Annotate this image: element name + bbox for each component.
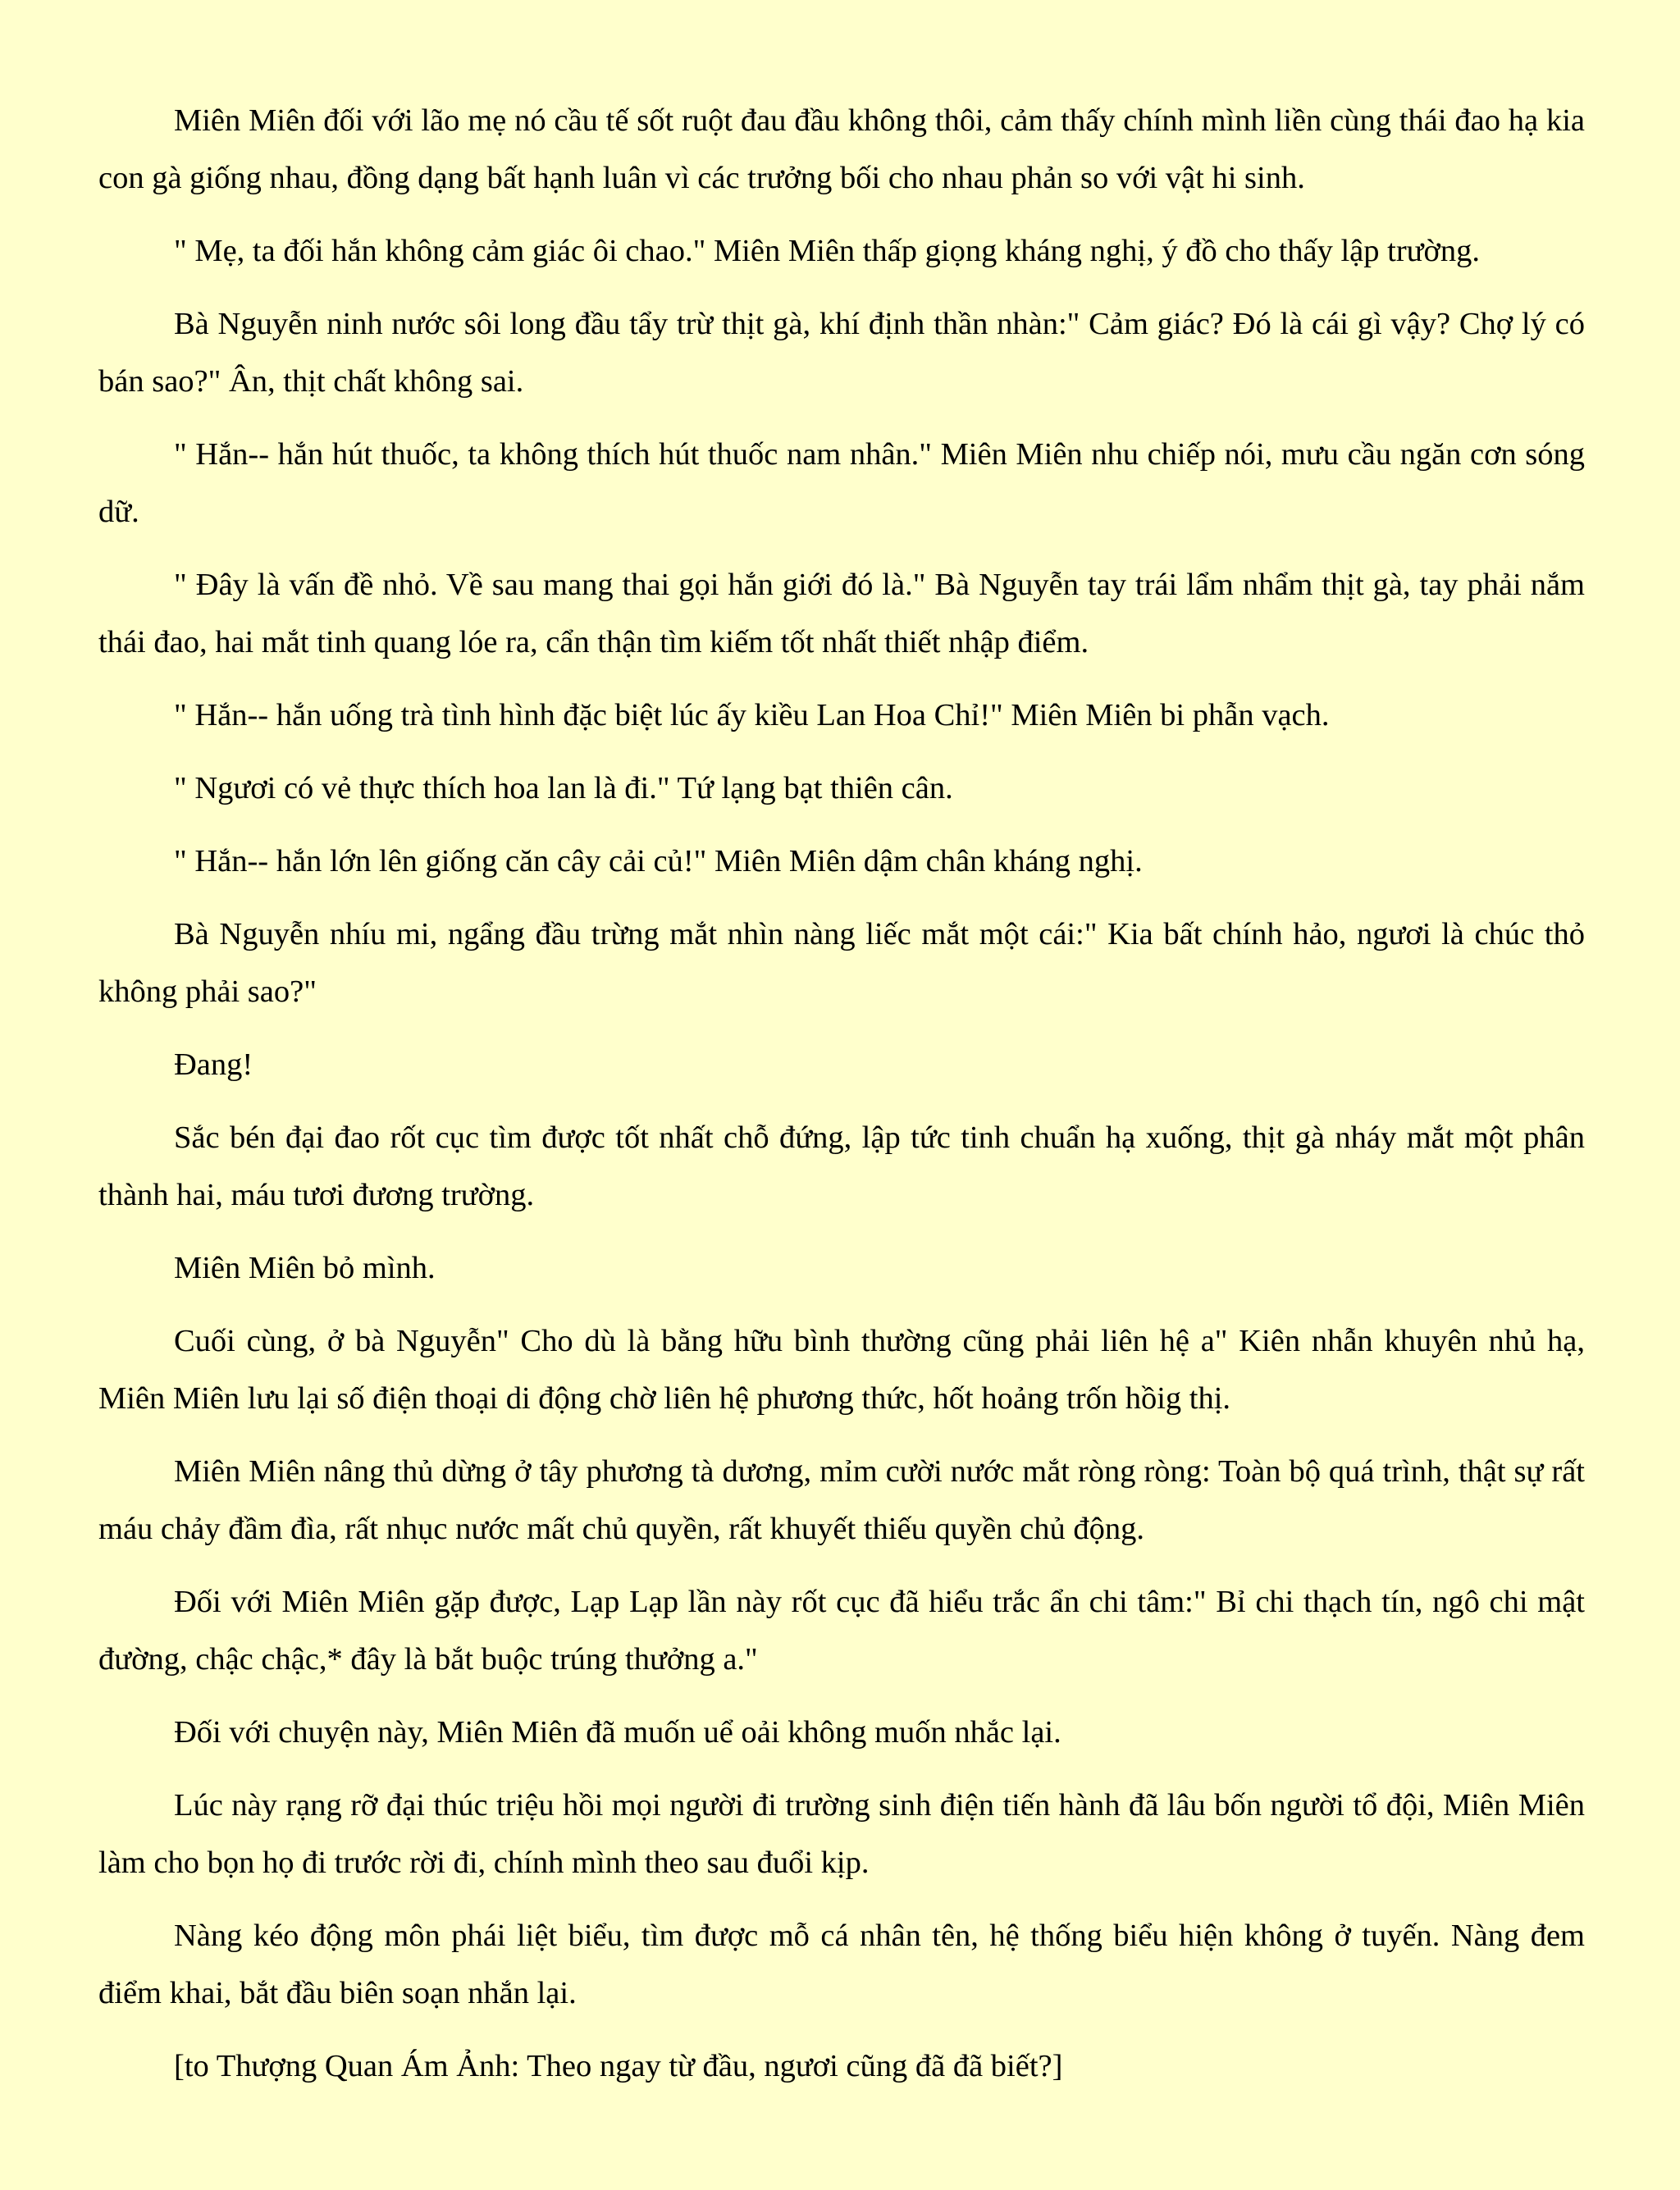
paragraph-19: [to Thượng Quan Ám Ảnh: Theo ngay từ đầu, ngươi cũng đã đã biết?] — [174, 2049, 1063, 2083]
paragraph-17: Lúc này rạng rỡ đại thúc triệu hồi mọi người đi trường sinh điện tiến hành đã lâu bốn người tổ đội, Miên Miên làm cho bọn họ đi trước rời đi, chính mình theo sau đuổi kịp. — [98, 1788, 1585, 1880]
paragraph-12: Miên Miên bỏ mình. — [174, 1251, 436, 1285]
paragraph-4: " Hắn-- hắn hút thuốc, ta không thích hút thuốc nam nhân." Miên Miên nhu chiếp nói, mưu cầu ngăn cơn sóng dữ. — [98, 437, 1585, 529]
paragraph-13: Cuối cùng, ở bà Nguyễn" Cho dù là bằng hữu bình thường cũng phải liên hệ a" Kiên nhẫn khuyên nhủ hạ, Miên Miên lưu lại số điện thoại di động chờ liên hệ phương thức, hốt hoảng trốn hồig thị. — [98, 1324, 1585, 1416]
paragraph-15: Đối với Miên Miên gặp được, Lạp Lạp lần này rốt cục đã hiểu trắc ẩn chi tâm:" Bỉ chi thạch tín, ngô chi mật đường, chậc chậc,* đây là bắt buộc trúng thưởng a." — [98, 1585, 1585, 1677]
paragraph-18: Nàng kéo động môn phái liệt biểu, tìm được mỗ cá nhân tên, hệ thống biểu hiện không ở tuyến. Nàng đem điểm khai, bắt đầu biên soạn nhắn lại. — [98, 1919, 1585, 2010]
paragraph-3: Bà Nguyễn ninh nước sôi long đầu tẩy trừ thịt gà, khí định thần nhàn:" Cảm giác? Đó là cái gì vậy? Chợ lý có bán sao?" Ân, thịt chất không sai. — [98, 307, 1585, 399]
paragraph-10: Đang! — [174, 1047, 253, 1082]
paragraph-1: Miên Miên đối với lão mẹ nó cầu tế sốt ruột đau đầu không thôi, cảm thấy chính mình liền cùng thái đao hạ kia con gà giống nhau, đồng dạng bất hạnh luân vì các trưởng bối cho nhau phản so với vật hi sinh. — [98, 103, 1585, 195]
paragraph-5: " Đây là vấn đề nhỏ. Về sau mang thai gọi hắn giới đó là." Bà Nguyễn tay trái lẩm nhẩm thịt gà, tay phải nắm thái đao, hai mắt tinh quang lóe ra, cẩn thận tìm kiếm tốt nhất thiết nhập điểm. — [98, 568, 1585, 659]
paragraph-6: " Hắn-- hắn uống trà tình hình đặc biệt lúc ấy kiều Lan Hoa Chỉ!" Miên Miên bi phẫn vạch. — [174, 698, 1330, 732]
paragraph-14: Miên Miên nâng thủ dừng ở tây phương tà dương, mỉm cười nước mắt ròng ròng: Toàn bộ quá trình, thật sự rất máu chảy đầm đìa, rất nhục nước mất chủ quyền, rất khuyết thiếu quyền chủ động. — [98, 1454, 1585, 1546]
paragraph-16: Đối với chuyện này, Miên Miên đã muốn uể oải không muốn nhắc lại. — [174, 1715, 1061, 1750]
paragraph-11: Sắc bén đại đao rốt cục tìm được tốt nhất chỗ đứng, lập tức tinh chuẩn hạ xuống, thịt gà nháy mắt một phân thành hai, máu tươi đương trường. — [98, 1120, 1585, 1212]
paragraph-7: " Ngươi có vẻ thực thích hoa lan là đi." Tứ lạng bạt thiên cân. — [174, 771, 953, 805]
paragraph-9: Bà Nguyễn nhíu mi, ngẩng đầu trừng mắt nhìn nàng liếc mắt một cái:" Kia bất chính hảo, ngươi là chúc thỏ không phải sao?" — [98, 917, 1585, 1009]
paragraph-8: " Hắn-- hắn lớn lên giống căn cây cải củ!" Miên Miên dậm chân kháng nghị. — [174, 844, 1143, 878]
paragraph-2: " Mẹ, ta đối hắn không cảm giác ôi chao." Miên Miên thấp giọng kháng nghị, ý đồ cho thấy lập trường. — [174, 234, 1481, 268]
